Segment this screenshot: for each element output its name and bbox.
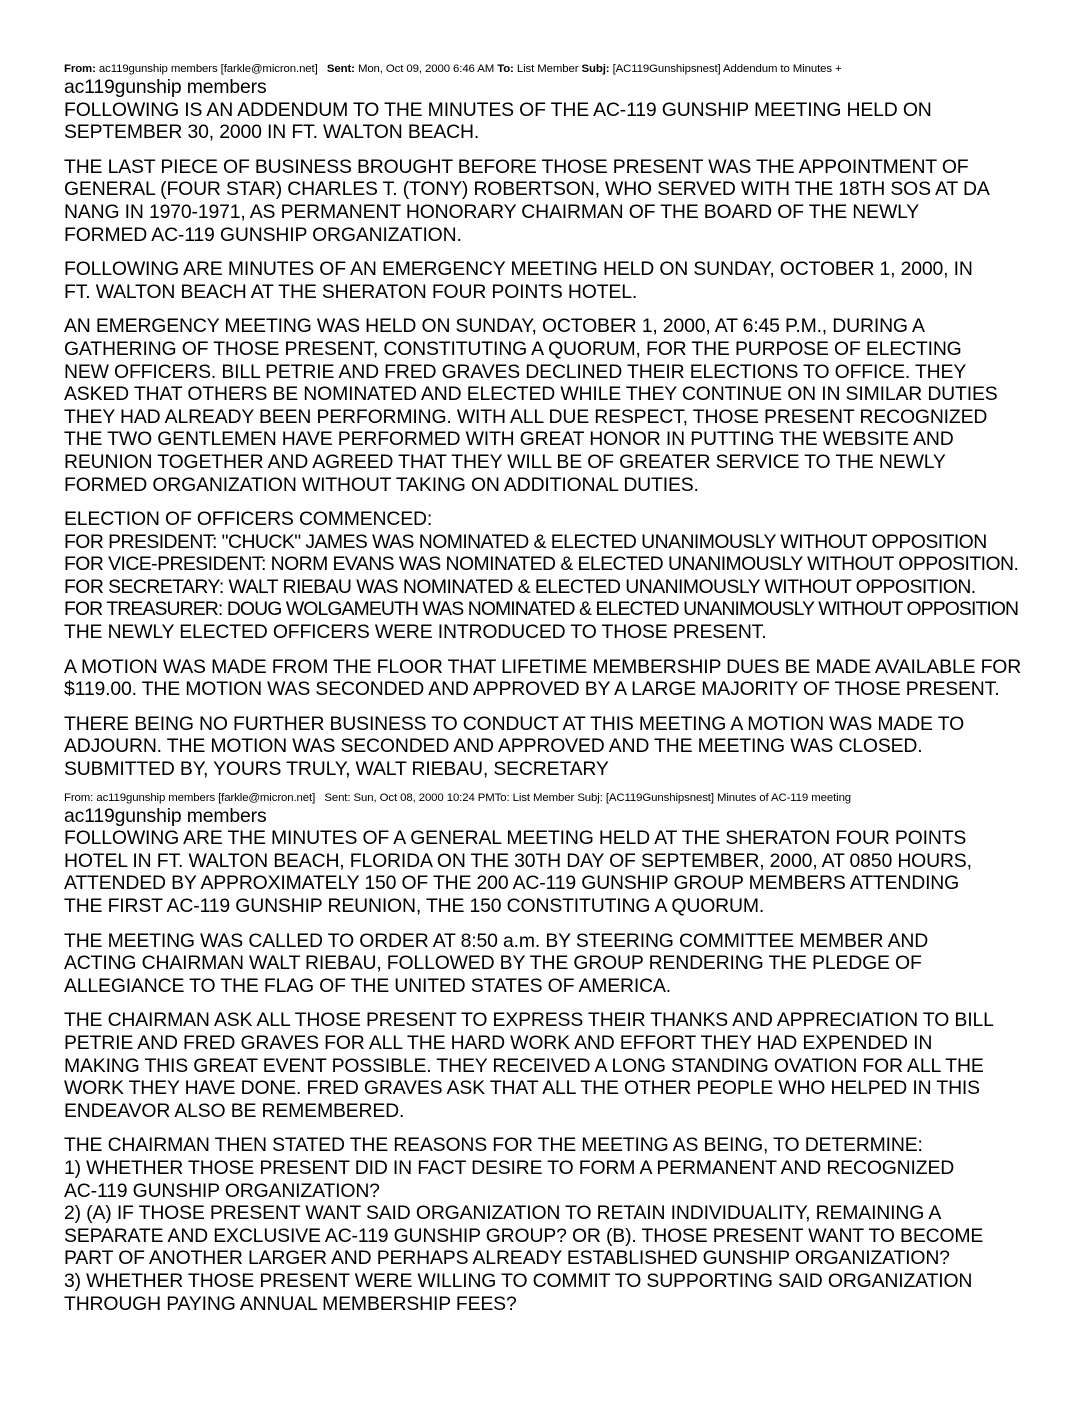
- sender-name: ac119gunship members: [64, 804, 267, 827]
- paragraph: [64, 930, 1044, 998]
- text-line: THROUGH PAYING ANNUAL MEMBERSHIP FEES?: [64, 1292, 517, 1315]
- text-line: PART OF ANOTHER LARGER AND PERHAPS ALREADY ESTABLISHED GUNSHIP ORGANIZATION?: [64, 1247, 950, 1270]
- to-label: To:: [497, 63, 514, 75]
- text-line: THE LAST PIECE OF BUSINESS BROUGHT BEFORE THOSE PRESENT WAS THE APPOINTMENT OF: [64, 155, 969, 178]
- subj-value: [AC119Gunshipsnest] Addendum to Minutes +: [612, 63, 842, 75]
- sent-value: Sun, Oct 08, 2000 10:24 PM: [353, 791, 495, 804]
- text-line: NANG IN 1970-1971, AS PERMANENT HONORARY CHAIRMAN OF THE BOARD OF THE NEWLY: [64, 200, 920, 223]
- sent-value: Mon, Oct 09, 2000 6:46 AM: [357, 63, 495, 75]
- to-value: List Member: [512, 791, 575, 804]
- from-value: ac119gunship members [farkle@micron.net]: [98, 63, 318, 75]
- text-line: PETRIE AND FRED GRAVES FOR ALL THE HARD WORK AND EFFORT THEY HAD EXPENDED IN: [64, 1031, 933, 1054]
- text-line: FORMED AC-119 GUNSHIP ORGANIZATION.: [64, 223, 462, 246]
- paragraph: [64, 827, 1044, 917]
- text-line: FOLLOWING ARE MINUTES OF AN EMERGENCY MEETING HELD ON SUNDAY, OCTOBER 1, 2000, IN: [64, 258, 973, 281]
- text-line: THE FIRST AC-119 GUNSHIP REUNION, THE 150 CONSTITUTING A QUORUM.: [64, 895, 765, 917]
- election-heading: ELECTION OF OFFICERS COMMENCED:: [64, 508, 433, 531]
- text-line: WORK THEY HAVE DONE. FRED GRAVES ASK THAT ALL THE OTHER PEOPLE WHO HELPED IN THIS: [64, 1077, 980, 1100]
- text-line: 3) WHETHER THOSE PRESENT WERE WILLING TO COMMIT TO SUPPORTING SAID ORGANIZATION: [64, 1269, 973, 1292]
- text-line: ENDEAVOR ALSO BE REMEMBERED.: [64, 1099, 405, 1122]
- text-line: FOR SECRETARY: WALT RIEBAU WAS NOMINATED & ELECTED UNANIMOUSLY WITHOUT OPPOSITION.: [64, 575, 976, 598]
- paragraph: [64, 156, 1044, 246]
- text-line: FOR TREASURER: DOUG WOLGAMEUTH WAS NOMINATED & ELECTED UNANIMOUSLY WITHOUT OPPOSITION: [64, 598, 1019, 621]
- signature-line: SUBMITTED BY, YOURS TRULY, WALT RIEBAU, SECRETARY: [64, 758, 609, 781]
- text-line: ALLEGIANCE TO THE FLAG OF THE UNITED STATES OF AMERICA.: [64, 974, 671, 997]
- text-line: GATHERING OF THOSE PRESENT, CONSTITUTING A QUORUM, FOR THE PURPOSE OF ELECTING: [64, 337, 962, 360]
- to-label: To:: [494, 791, 510, 804]
- document-page: [64, 62, 1044, 1327]
- paragraph: [64, 315, 1044, 496]
- text-line: AN EMERGENCY MEETING WAS HELD ON SUNDAY, OCTOBER 1, 2000, AT 6:45 P.M., DURING A: [64, 315, 925, 338]
- text-line: THE CHAIRMAN THEN STATED THE REASONS FOR THE MEETING AS BEING, TO DETERMINE:: [64, 1134, 923, 1157]
- sent-label: Sent:: [324, 791, 351, 804]
- text-line: A MOTION WAS MADE FROM THE FLOOR THAT LIFETIME MEMBERSHIP DUES BE MADE AVAILABLE FOR: [64, 655, 1022, 678]
- text-line: SEPTEMBER 30, 2000 IN FT. WALTON BEACH.: [64, 121, 480, 144]
- text-line: THE TWO GENTLEMEN HAVE PERFORMED WITH GREAT HONOR IN PUTTING THE WEBSITE AND: [64, 428, 954, 451]
- text-line: THEY HAD ALREADY BEEN PERFORMING. WITH ALL DUE RESPECT, THOSE PRESENT RECOGNIZED: [64, 405, 988, 428]
- text-line: ASKED THAT OTHERS BE NOMINATED AND ELECTED WHILE THEY CONTINUE ON IN SIMILAR DUTIES: [64, 383, 998, 406]
- election-secretary: [64, 576, 1044, 599]
- paragraph: [64, 656, 1044, 701]
- text-line: FT. WALTON BEACH AT THE SHERATON FOUR POINTS HOTEL.: [64, 280, 638, 303]
- paragraph: [64, 713, 1044, 781]
- from-label: From:: [64, 791, 94, 804]
- text-line: REUNION TOGETHER AND AGREED THAT THEY WILL BE OF GREATER SERVICE TO THE NEWLY: [64, 450, 946, 473]
- text-line: SEPARATE AND EXCLUSIVE AC-119 GUNSHIP GROUP? OR (B). THOSE PRESENT WANT TO BECOME: [64, 1224, 984, 1247]
- sender-name: ac119gunship members: [64, 76, 267, 98]
- election-president: [64, 531, 1044, 554]
- text-line: THERE BEING NO FURTHER BUSINESS TO CONDUCT AT THIS MEETING A MOTION WAS MADE TO: [64, 712, 964, 735]
- subj-value: [AC119Gunshipsnest] Minutes of AC-119 meeting: [605, 791, 852, 804]
- paragraph: [64, 99, 1044, 144]
- text-line: FOR PRESIDENT: "CHUCK" JAMES WAS NOMINATED & ELECTED UNANIMOUSLY WITHOUT OPPOSITION: [64, 530, 987, 553]
- text-line: ADJOURN. THE MOTION WAS SECONDED AND APPROVED AND THE MEETING WAS CLOSED.: [64, 735, 923, 758]
- text-line: AC-119 GUNSHIP ORGANIZATION?: [64, 1179, 380, 1202]
- text-line: ATTENDED BY APPROXIMATELY 150 OF THE 200 AC-119 GUNSHIP GROUP MEMBERS ATTENDING: [64, 872, 960, 895]
- text-line: ACTING CHAIRMAN WALT RIEBAU, FOLLOWED BY THE GROUP RENDERING THE PLEDGE OF: [64, 952, 922, 975]
- paragraph: [64, 1134, 1044, 1315]
- paragraph: [64, 1009, 1044, 1122]
- election-section: [64, 508, 1044, 644]
- text-line: $119.00. THE MOTION WAS SECONDED AND APPROVED BY A LARGE MAJORITY OF THOSE PRESENT.: [64, 678, 1000, 701]
- text-line: THE CHAIRMAN ASK ALL THOSE PRESENT TO EXPRESS THEIR THANKS AND APPRECIATION TO BILL: [64, 1009, 994, 1032]
- paragraph: [64, 258, 1044, 303]
- subj-label: Subj:: [581, 63, 610, 75]
- election-treasurer: [64, 598, 1044, 621]
- text-line: HOTEL IN FT. WALTON BEACH, FLORIDA ON THE 30TH DAY OF SEPTEMBER, 2000, AT 0850 HOURS,: [64, 849, 972, 872]
- text-line: NEW OFFICERS. BILL PETRIE AND FRED GRAVES DECLINED THEIR ELECTIONS TO OFFICE. THEY: [64, 360, 967, 383]
- from-label: From:: [64, 63, 96, 75]
- text-line: 2) (A) IF THOSE PRESENT WANT SAID ORGANIZATION TO RETAIN INDIVIDUALITY, REMAINING A: [64, 1202, 942, 1225]
- text-line: MAKING THIS GREAT EVENT POSSIBLE. THEY RECEIVED A LONG STANDING OVATION FOR ALL THE: [64, 1054, 984, 1077]
- text-line: FOR VICE-PRESIDENT: NORM EVANS WAS NOMINATED & ELECTED UNANIMOUSLY WITHOUT OPPOSITION.: [64, 553, 1019, 576]
- text-line: FORMED ORGANIZATION WITHOUT TAKING ON ADDITIONAL DUTIES.: [64, 473, 699, 496]
- to-value: List Member: [516, 63, 579, 75]
- sent-label: Sent:: [326, 63, 355, 75]
- text-line: FOLLOWING IS AN ADDENDUM TO THE MINUTES OF THE AC-119 GUNSHIP MEETING HELD ON: [64, 98, 932, 121]
- text-line: THE MEETING WAS CALLED TO ORDER AT 8:50 a.m. BY STEERING COMMITTEE MEMBER AND: [64, 929, 929, 952]
- text-line: 1) WHETHER THOSE PRESENT DID IN FACT DESIRE TO FORM A PERMANENT AND RECOGNIZED: [64, 1156, 955, 1179]
- text-line: FOLLOWING ARE THE MINUTES OF A GENERAL MEETING HELD AT THE SHERATON FOUR POINTS: [64, 827, 967, 850]
- email-header: [64, 791, 1044, 805]
- subj-label: Subj:: [577, 791, 603, 804]
- election-vice-president: [64, 553, 1044, 576]
- from-value: ac119gunship members [farkle@micron.net]: [96, 791, 316, 804]
- election-introduced: THE NEWLY ELECTED OFFICERS WERE INTRODUCED TO THOSE PRESENT.: [64, 621, 767, 644]
- text-line: GENERAL (FOUR STAR) CHARLES T. (TONY) ROBERTSON, WHO SERVED WITH THE 18TH SOS AT DA: [64, 178, 990, 201]
- email-header: [64, 62, 1044, 76]
